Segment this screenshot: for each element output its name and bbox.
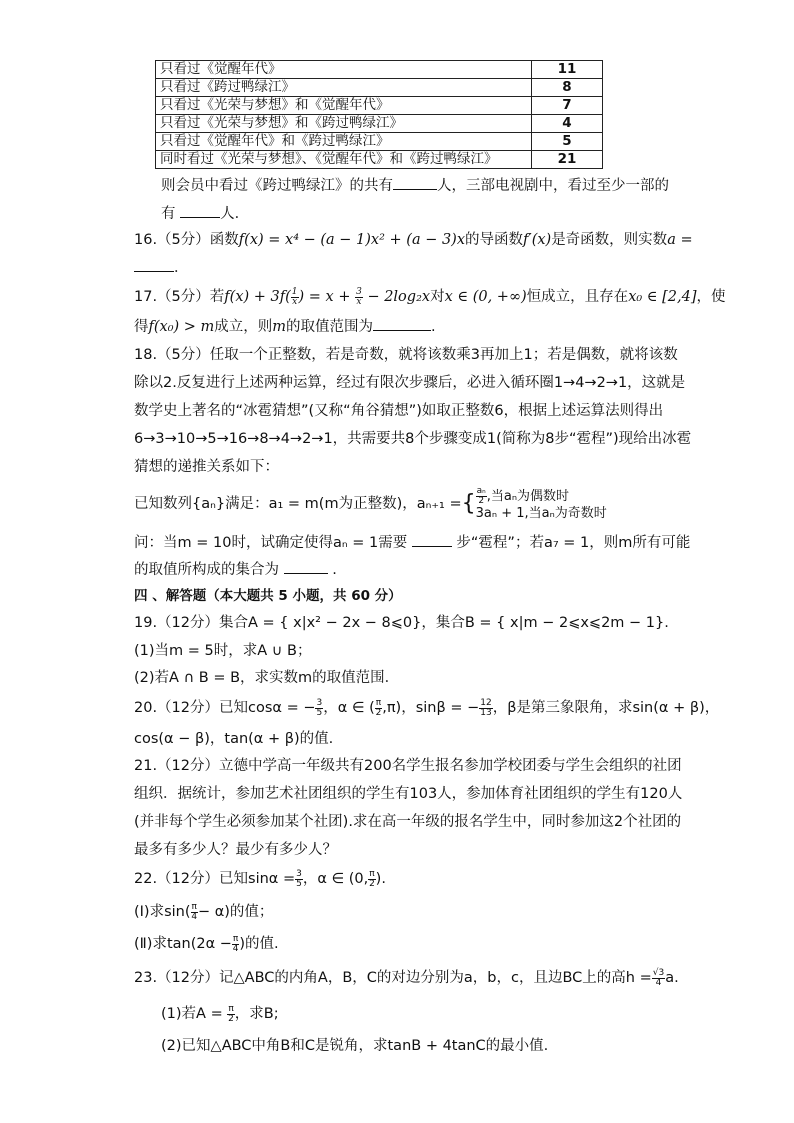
table-row [156,151,603,169]
q23-part1 [161,1004,279,1024]
q22-mid: ，α ∈ (0, [302,871,369,887]
q20-mid1: ，α ∈ ( [323,700,375,716]
q22-p1-num: π [191,901,197,912]
q22-p2-num: π [232,933,239,944]
q16-derivative: f′(x) [523,232,552,248]
q16-mid: 的导函数 [465,232,524,248]
q16-function: f(x) = x⁴ − (a − 1)x² + (a − 3)x [238,232,466,248]
q23-frac-num: √3 [652,967,665,978]
q18-line1: 18.（5分）任取一个正整数，若是奇数，就将该数乘3再加上1；若是偶数，就将该数 [134,347,678,363]
q17-end: . [431,319,436,335]
q23-part2: (2)已知△ABC中角B和C是锐角，求tanB + 4tanC的最小值. [161,1038,549,1054]
q15-text-a: 则会员中看过《跨过鸭绿江》的共有 [161,178,393,194]
table-cell-value: 4 [532,115,603,133]
q22-end: ). [375,871,386,887]
table-cell-value: 21 [532,151,603,169]
q20-frac3-den: 13 [480,707,492,718]
q17-line2c: 的取值范围为 [286,319,374,335]
q17-frac2-den: x [356,296,362,307]
q15-blank-2 [180,203,220,218]
q15-blank-1 [393,175,437,190]
q22-p1-den: 4 [191,911,198,922]
q15-line2 [161,203,249,224]
q18-case1-den: 2 [478,496,485,506]
table-cell-value: 8 [532,79,603,97]
section-heading: 四 、解答题（本大题共 5 小题，共 60 分） [134,588,402,604]
q23-end: a. [665,970,679,986]
q20-frac1-den: 5 [316,707,323,718]
q21-line2: 组织．据统计，参加艺术社团组织的学生有103人，参加体育社团组织的学生有120人 [134,786,683,802]
q20-line2: cos(α − β)，tan(α + β)的值. [134,731,334,747]
q15-line1 [161,175,669,196]
q17-line2b: 成立，则 [214,319,273,335]
q17-mid2: 恒成立，且存在 [526,289,629,305]
q18-line4: 6→3→10→5→16→8→4→2→1，共需要共8个步骤变成1(简称为8步“雹程”)现给出冰雹 [134,431,692,447]
q22-frac1 [295,870,303,889]
q17-expr1: f(x) + 3f( [224,289,291,305]
q17-expr5: x₀ ∈ [2,4] [628,289,697,305]
q22-p1-frac [191,903,198,922]
q23-p1a: (1)若A = [161,1006,223,1022]
q17-blank [373,316,431,331]
q16-a: a = [667,232,693,248]
q16-line2 [134,257,189,278]
q17-expr2: ) = x + [298,289,351,305]
q18-q-a: 问：当m = 10时，试确定使得aₙ = 1需要 [134,535,408,551]
q23-frac [652,969,665,988]
q18-q-d: . [332,562,337,578]
q20-prefix: 20.（12分）已知cosα = − [134,700,316,716]
q20-suffix: ，β是第三象限角，求sin(α + β)， [492,700,720,716]
q19-part1: (1)当m = 5时，求A ∪ B； [134,643,312,659]
q18-case1-num: aₙ [476,486,486,496]
q18-line5: 猜想的递推关系如下： [134,459,279,475]
q17-expr4: x ∈ (0, +∞) [444,289,527,305]
q23-prefix: 23.（12分）记△ABC的内角A，B，C的对边分别为a，b，c，且边BC上的高h = [134,970,652,986]
q18-q-c: 的取值所构成的集合为 [134,562,279,578]
q17-frac1 [291,288,299,307]
q17-frac2 [355,288,363,307]
q21-line4: 最多有多少人？最少有多少人？ [134,842,337,858]
q22-frac1-num: 3 [296,868,302,879]
q18-blank-2 [284,559,328,574]
q18-brace: { [461,491,476,516]
q17-m: m [272,319,287,335]
q18-case1-frac [476,487,487,506]
q23-frac-den: 4 [655,977,662,988]
q22-p2-den: 4 [232,943,239,954]
q22-line1 [134,869,386,889]
q17-expr3: − 2log₂x [367,289,431,305]
q17-frac1-num: 1 [291,286,298,297]
q20-frac1-num: 3 [316,697,323,708]
q20-frac2-num: π [375,697,382,708]
q18-cases [476,487,607,521]
q16-end: ． [174,260,189,276]
q18-question-line2 [134,559,337,580]
q17-line2a: 得 [134,319,149,335]
table-cell-label: 同时看过《光荣与梦想》、《觉醒年代》和《跨过鸭绿江》 [156,151,532,169]
table-cell-value: 11 [532,61,603,79]
q17-prefix: 17.（5分）若 [134,289,225,305]
table-cell-value: 7 [532,97,603,115]
q18-blank-1 [412,532,452,547]
table-cell-value: 5 [532,133,603,151]
q16-blank [134,257,174,272]
q23-line1 [134,968,679,988]
q23-p1-den: 2 [228,1013,234,1024]
q22-frac1-den: 5 [296,878,302,889]
q22-p1a: (Ⅰ)求sin( [134,904,191,920]
q20-frac3-num: 12 [480,697,492,708]
q16-line1 [134,230,693,250]
q18-question-line1 [134,532,690,553]
table-row [156,79,603,97]
q21-line1: 21.（12分）立德中学高一年级共有200名学生报名参加学校团委与学生会组织的社团 [134,758,682,774]
q22-frac2-num: π [369,868,375,879]
table-cell-label: 只看过《觉醒年代》 [156,61,532,79]
q20-line1 [134,698,719,718]
q22-frac2-den: 2 [369,878,375,889]
q23-p1-num: π [228,1003,234,1014]
survey-table [155,60,603,169]
q23-p1-frac [227,1005,234,1024]
q21-line3: (并非每个学生必须参加某个社团).求在高一年级的报名学生中，同时参加这2个社团的 [134,814,682,830]
q17-expr6: f(x₀) > m [148,319,215,335]
q22-prefix: 22.（12分）已知sinα = [134,871,296,887]
q22-part2 [134,934,279,954]
table-cell-label: 只看过《光荣与梦想》和《觉醒年代》 [156,97,532,115]
table-cell-label: 只看过《觉醒年代》和《跨过鸭绿江》 [156,133,532,151]
q18-case1 [476,487,607,506]
q18-seq-text: 已知数列{aₙ}满足：a₁ = m(m为正整数)，aₙ₊₁ = [134,496,462,512]
table-cell-label: 只看过《光荣与梦想》和《跨过鸭绿江》 [156,115,532,133]
q23-p1b: ，求B; [234,1006,279,1022]
q18-line3: 数学史上著名的“冰雹猜想”(又称“角谷猜想”)如取正整数6，根据上述运算法则得出 [134,403,664,419]
q16-prefix: 16.（5分）函数 [134,232,239,248]
q18-case2: 3aₙ + 1,当aₙ为奇数时 [475,506,607,521]
q17-frac1-den: x [292,296,298,307]
q19-line1: 19.（12分）集合A = { x|x² − 2x − 8⩽0}，集合B = { x|m − 2⩽x⩽2m − 1}. [134,615,669,631]
q15-text-d: 人． [220,206,250,222]
table-cell-label: 只看过《跨过鸭绿江》 [156,79,532,97]
q15-text-c: 有 [161,206,176,222]
table-row [156,97,603,115]
q17-line2 [134,316,436,337]
q18-line2: 除以2.反复进行上述两种运算，经过有限次步骤后，必进入循环圈1→4→2→1，这就是 [134,375,686,391]
q22-frac2 [368,870,375,889]
q16-suffix: 是奇函数，则实数 [551,232,668,248]
table-row [156,61,603,79]
q19-part2: (2)若A ∩ B = B，求实数m的取值范围． [134,670,400,686]
table-row [156,115,603,133]
table-row [156,133,603,151]
q17-mid1: 对 [430,289,445,305]
q17-frac2-num: 3 [356,286,362,297]
q22-p2b: )的值. [239,936,279,952]
q17-suffix: ，使 [696,289,726,305]
q22-part1 [134,902,273,922]
q17-line1 [134,287,726,307]
q18-case1-text: ,当aₙ为偶数时 [486,489,570,504]
q15-text-b: 人，三部电视剧中，看过至少一部的 [437,178,669,194]
q20-frac3 [479,699,492,718]
q18-q-b: 步“雹程”；若a₇ = 1，则m所有可能 [456,535,691,551]
q18-recurrence [134,487,607,521]
q20-mid2: ,π)，sinβ = − [382,700,480,716]
q22-p1b: − α)的值； [197,904,274,920]
q20-frac2-den: 2 [375,707,382,718]
q22-p2a: (Ⅱ)求tan(2α − [134,936,232,952]
